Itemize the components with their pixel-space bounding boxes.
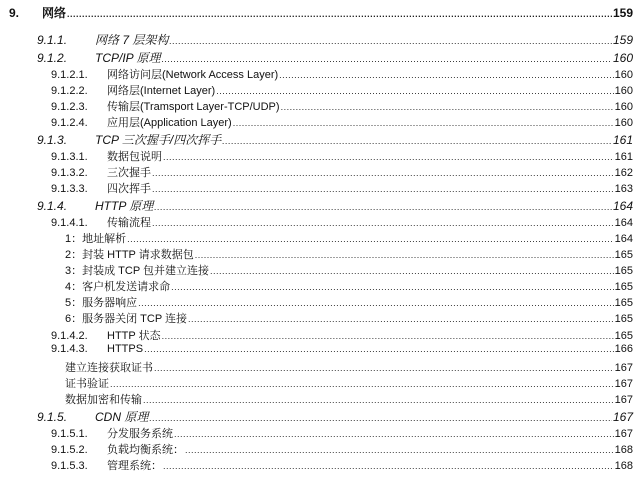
toc-entry[interactable]	[0, 114, 640, 130]
toc-entry-page-number: 165	[614, 330, 633, 342]
toc-entry[interactable]	[0, 278, 640, 294]
dot-leader	[233, 118, 614, 128]
toc-entry-page-number: 163	[614, 183, 633, 195]
dot-leader	[144, 344, 614, 354]
toc-entry[interactable]	[0, 441, 640, 457]
toc-entry-title[interactable]: 应用层(Application Layer)	[107, 117, 232, 129]
toc-entry[interactable]	[0, 131, 640, 148]
toc-entry-number: 9.1.5.3.	[51, 460, 88, 472]
dot-leader	[171, 282, 614, 292]
toc-entry[interactable]	[0, 359, 640, 375]
toc-entry[interactable]	[0, 98, 640, 114]
toc-entry[interactable]	[0, 343, 640, 355]
toc-entry-number: 9.1.2.	[37, 51, 68, 65]
toc-entry-page-number: 164	[612, 199, 633, 213]
dot-leader	[162, 54, 612, 64]
toc-entry-page-number: 165	[614, 297, 633, 309]
toc-entry-number: 9.1.5.2.	[51, 444, 88, 456]
dot-leader	[188, 314, 614, 324]
toc-entry-page-number: 168	[614, 460, 633, 472]
toc-entry-page-number: 167	[612, 410, 633, 424]
toc-entry-page-number: 168	[614, 444, 633, 456]
toc-entry-page-number: 160	[612, 51, 633, 65]
dot-leader	[279, 70, 613, 80]
toc-entry-title[interactable]: 3：封装成 TCP 包并建立连接	[65, 265, 210, 277]
toc-entry-page-number: 167	[614, 394, 633, 406]
toc-entry-number: 9.1.3.3.	[51, 183, 88, 195]
toc-entry-page-number: 159	[612, 33, 633, 47]
toc-entry-title[interactable]: 6：服务器关闭 TCP 连接	[65, 313, 188, 325]
toc-entry[interactable]	[0, 31, 640, 48]
toc-entry-number: 9.1.2.2.	[51, 85, 88, 97]
toc-entry-number: 9.1.5.1.	[51, 428, 88, 440]
toc-entry-title[interactable]: 2：封装 HTTP 请求数据包	[65, 249, 194, 261]
toc-entry-page-number: 164	[614, 233, 633, 245]
toc-entry[interactable]	[0, 457, 640, 473]
toc-entry-number: 9.1.2.4.	[51, 117, 88, 129]
toc-entry-page-number: 162	[614, 167, 633, 179]
dot-leader	[138, 298, 614, 308]
dot-leader	[222, 136, 612, 146]
toc-entry-page-number: 165	[614, 265, 633, 277]
toc-entry[interactable]	[0, 246, 640, 262]
toc-entry-number: 9.1.4.3.	[51, 343, 88, 355]
toc-entry-page-number: 165	[614, 281, 633, 293]
toc-entry-page-number: 160	[614, 117, 633, 129]
toc-entry-title[interactable]: 传输流程	[107, 217, 151, 229]
dot-leader	[169, 36, 612, 46]
toc-entry[interactable]	[0, 327, 640, 343]
toc-entry[interactable]	[0, 4, 640, 21]
toc-entry-title[interactable]: 证书验证	[65, 378, 109, 390]
toc-entry-title[interactable]: TCP 三次握手/四次挥手	[95, 133, 222, 147]
toc-entry-page-number: 159	[612, 6, 633, 20]
toc-entry-page-number: 160	[614, 85, 633, 97]
dot-leader	[149, 413, 612, 423]
toc-entry-title[interactable]: HTTP 状态	[107, 330, 161, 342]
toc-entry-title[interactable]: 负载均衡系统：	[107, 444, 184, 456]
toc-entry[interactable]	[0, 230, 640, 246]
dot-leader	[195, 250, 614, 260]
toc-entry-number: 9.1.4.1.	[51, 217, 88, 229]
toc-entry-number: 9.1.2.1.	[51, 69, 88, 81]
dot-leader	[163, 152, 614, 162]
toc-entry[interactable]	[0, 408, 640, 425]
dot-leader	[127, 234, 614, 244]
dot-leader	[174, 429, 614, 439]
toc-entry[interactable]	[0, 391, 640, 407]
toc-entry-number: 9.1.5.	[37, 410, 68, 424]
toc-entry-title[interactable]: 网络层(Internet Layer)	[107, 85, 216, 97]
toc-entry[interactable]	[0, 294, 640, 310]
toc-entry-title[interactable]: 分发服务系统	[107, 428, 173, 440]
toc-entry-number: 9.1.4.	[37, 199, 68, 213]
toc-entry[interactable]	[0, 82, 640, 98]
toc-entry-title[interactable]: 5：服务器响应	[65, 297, 138, 309]
dot-leader	[163, 461, 614, 471]
dot-leader	[152, 168, 614, 178]
toc-entry[interactable]	[0, 66, 640, 82]
toc-entry-title[interactable]: 4：客户机发送请求命	[65, 281, 171, 293]
toc-entry-title[interactable]: 传输层(Tramsport Layer-TCP/UDP)	[107, 101, 280, 113]
toc-entry-page-number: 161	[614, 151, 633, 163]
dot-leader	[154, 202, 612, 212]
toc-entry-page-number: 166	[614, 343, 633, 355]
toc-entry-page-number: 167	[614, 378, 633, 390]
toc-entry-page-number: 164	[614, 217, 633, 229]
toc-entry-title[interactable]: TCP/IP 原理	[95, 51, 161, 65]
toc-entry-page-number: 160	[614, 101, 633, 113]
toc-entry[interactable]	[0, 164, 640, 180]
toc-entry-number: 9.1.3.1.	[51, 151, 88, 163]
toc-entry[interactable]	[0, 49, 640, 66]
toc-entry[interactable]	[0, 148, 640, 164]
toc-entry-title[interactable]: HTTPS	[107, 343, 144, 355]
toc-entry[interactable]	[0, 310, 640, 326]
toc-entry-title[interactable]: 建立连接获取证书	[65, 362, 153, 374]
dot-leader	[185, 445, 614, 455]
toc-entry-number: 9.1.4.2.	[51, 330, 88, 342]
dot-leader	[154, 363, 614, 373]
dot-leader	[162, 331, 614, 341]
dot-leader	[143, 395, 614, 405]
toc-entry-page-number: 165	[614, 249, 633, 261]
dot-leader	[210, 266, 614, 276]
dot-leader	[281, 102, 614, 112]
toc-entry-number: 9.1.2.3.	[51, 101, 88, 113]
toc-entry-title[interactable]: 网络访问层(Network Access Layer)	[107, 69, 279, 81]
toc-entry-page-number: 161	[612, 133, 633, 147]
toc-entry-page-number: 160	[614, 69, 633, 81]
toc-entry-number: 9.1.3.	[37, 133, 68, 147]
toc-entry-page-number: 167	[614, 428, 633, 440]
toc-entry-number: 9.	[9, 6, 20, 20]
toc-entry[interactable]	[0, 180, 640, 196]
toc-entry[interactable]	[0, 425, 640, 441]
toc-entry-title[interactable]: 管理系统：	[107, 460, 162, 472]
toc-entry-number: 9.1.1.	[37, 33, 68, 47]
dot-leader	[152, 184, 614, 194]
toc-entry-page-number: 165	[614, 313, 633, 325]
dot-leader	[110, 379, 614, 389]
toc-entry-title[interactable]: 三次握手	[107, 167, 151, 179]
dot-leader	[216, 86, 613, 96]
toc-entry[interactable]	[0, 214, 640, 230]
toc-entry[interactable]	[0, 375, 640, 391]
toc-entry-title[interactable]: 数据包说明	[107, 151, 162, 163]
toc-entry-title[interactable]: 网络	[42, 6, 67, 20]
toc-entry-title[interactable]: 网络 7 层架构	[95, 33, 169, 47]
toc-entry-title[interactable]: CDN 原理	[95, 410, 149, 424]
toc-entry-title[interactable]: 四次挥手	[107, 183, 151, 195]
toc-entry[interactable]	[0, 197, 640, 214]
toc-entry-title[interactable]: HTTP 原理	[95, 199, 154, 213]
toc-entry[interactable]	[0, 262, 640, 278]
toc-entry-title[interactable]: 数据加密和传输	[65, 394, 142, 406]
toc-entry-title[interactable]: 1：地址解析	[65, 233, 127, 245]
toc-entry-number: 9.1.3.2.	[51, 167, 88, 179]
dot-leader	[152, 218, 614, 228]
dot-leader	[67, 9, 612, 19]
toc-entry-page-number: 167	[614, 362, 633, 374]
